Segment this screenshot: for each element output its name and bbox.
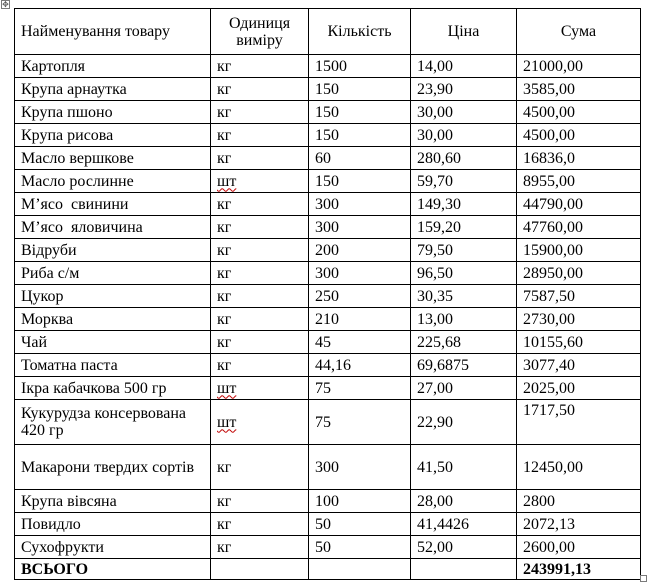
cell-unit: кг xyxy=(211,285,309,308)
table-row xyxy=(15,400,641,445)
cell-name: Картопля xyxy=(15,55,211,78)
cell-qty: 210 xyxy=(309,308,411,331)
total-sum: 243991,13 xyxy=(517,559,641,580)
header-row xyxy=(15,9,641,55)
cell-name: Повидло xyxy=(15,513,211,536)
cell-sum: 4500,00 xyxy=(517,124,641,147)
cell-sum: 47760,00 xyxy=(517,216,641,239)
total-empty-cell xyxy=(309,559,411,580)
cell-sum: 28950,00 xyxy=(517,262,641,285)
cell-unit: кг xyxy=(211,239,309,262)
cell-unit: кг xyxy=(211,490,309,513)
table-row xyxy=(15,101,641,124)
cell-sum: 15900,00 xyxy=(517,239,641,262)
cell-qty: 300 xyxy=(309,193,411,216)
table-row xyxy=(15,262,641,285)
cell-name-text: Ікра кабачкова 500 гр xyxy=(21,379,167,397)
cell-unit: кг xyxy=(211,55,309,78)
cell-qty: 150 xyxy=(309,78,411,101)
cell-qty: 1500 xyxy=(309,55,411,78)
header-name: Найменування товару xyxy=(15,9,211,55)
cell-unit xyxy=(211,400,309,445)
cell-name: Макарони твердих сортів xyxy=(15,445,211,490)
cell-unit: кг xyxy=(211,445,309,490)
cell-price: 13,00 xyxy=(411,308,517,331)
cell-qty: 50 xyxy=(309,513,411,536)
cell-name: Масло вершкове xyxy=(15,147,211,170)
cell-sum: 3585,00 xyxy=(517,78,641,101)
table-row xyxy=(15,308,641,331)
table-row xyxy=(15,124,641,147)
cell-qty: 44,16 xyxy=(309,354,411,377)
cell-name: Томатна паста xyxy=(15,354,211,377)
cell-name: Кукурудза консервована 420 гр xyxy=(15,400,211,445)
cell-name: Крупа рисова xyxy=(15,124,211,147)
cell-price: 14,00 xyxy=(411,55,517,78)
cell-qty: 45 xyxy=(309,331,411,354)
cell-qty: 250 xyxy=(309,285,411,308)
table-row xyxy=(15,78,641,101)
cell-unit: кг xyxy=(211,513,309,536)
table-row xyxy=(15,170,641,193)
cell-name: Риба с/м xyxy=(15,262,211,285)
cell-unit-text: шт xyxy=(217,413,237,431)
cell-unit xyxy=(211,170,309,193)
cell-qty: 150 xyxy=(309,124,411,147)
table-row xyxy=(15,536,641,559)
table-row xyxy=(15,216,641,239)
cell-qty: 75 xyxy=(309,377,411,400)
cell-sum: 44790,00 xyxy=(517,193,641,216)
total-empty-cell xyxy=(411,559,517,580)
cell-unit: кг xyxy=(211,216,309,239)
cell-name: Масло рослинне xyxy=(15,170,211,193)
table-row xyxy=(15,354,641,377)
cell-price: 30,00 xyxy=(411,124,517,147)
cell-qty: 60 xyxy=(309,147,411,170)
cell-price: 280,60 xyxy=(411,147,517,170)
header-unit: Одиниця виміру xyxy=(211,9,309,55)
cell-name: Крупа пшоно xyxy=(15,101,211,124)
table-resize-handle-icon[interactable] xyxy=(640,575,647,582)
cell-price: 69,6875 xyxy=(411,354,517,377)
cell-price: 30,35 xyxy=(411,285,517,308)
cell-unit: кг xyxy=(211,308,309,331)
cell-name: Морква xyxy=(15,308,211,331)
cell-price: 22,90 xyxy=(411,400,517,445)
total-label: ВСЬОГО xyxy=(15,559,211,580)
cell-sum: 8955,00 xyxy=(517,170,641,193)
cell-sum: 2600,00 xyxy=(517,536,641,559)
cell-price: 225,68 xyxy=(411,331,517,354)
cell-sum: 12450,00 xyxy=(517,445,641,490)
cell-name: М’ясо яловичина xyxy=(15,216,211,239)
cell-unit: кг xyxy=(211,78,309,101)
header-sum: Сума xyxy=(517,9,641,55)
table-row xyxy=(15,513,641,536)
table-move-handle-icon[interactable]: ✥ xyxy=(2,0,9,9)
cell-sum: 2800 xyxy=(517,490,641,513)
cell-unit: кг xyxy=(211,262,309,285)
cell-name: Сухофрукти xyxy=(15,536,211,559)
cell-price: 41,50 xyxy=(411,445,517,490)
goods-table xyxy=(14,8,641,580)
cell-sum: 1717,50 xyxy=(517,400,641,445)
cell-sum: 21000,00 xyxy=(517,55,641,78)
cell-unit-text: шт xyxy=(217,172,237,190)
table-row xyxy=(15,445,641,490)
cell-price: 96,50 xyxy=(411,262,517,285)
total-row xyxy=(15,559,641,580)
cell-qty: 300 xyxy=(309,216,411,239)
cell-price: 59,70 xyxy=(411,170,517,193)
table-row xyxy=(15,331,641,354)
cell-unit xyxy=(211,377,309,400)
cell-unit: кг xyxy=(211,354,309,377)
cell-sum: 16836,0 xyxy=(517,147,641,170)
table-row xyxy=(15,490,641,513)
cell-price: 27,00 xyxy=(411,377,517,400)
cell-name: М’ясо свинини xyxy=(15,193,211,216)
header-price: Ціна xyxy=(411,9,517,55)
cell-price: 149,30 xyxy=(411,193,517,216)
cell-qty: 300 xyxy=(309,445,411,490)
cell-sum: 2025,00 xyxy=(517,377,641,400)
table-row xyxy=(15,193,641,216)
table-row xyxy=(15,147,641,170)
cell-name: Крупа вівсяна xyxy=(15,490,211,513)
table-row xyxy=(15,239,641,262)
cell-qty: 150 xyxy=(309,170,411,193)
cell-sum: 2072,13 xyxy=(517,513,641,536)
cell-price: 79,50 xyxy=(411,239,517,262)
cell-qty: 150 xyxy=(309,101,411,124)
cell-name: Відруби xyxy=(15,239,211,262)
header-qty: Кількість xyxy=(309,9,411,55)
cell-sum: 10155,60 xyxy=(517,331,641,354)
cell-price: 52,00 xyxy=(411,536,517,559)
cell-price: 28,00 xyxy=(411,490,517,513)
total-empty-cell xyxy=(211,559,309,580)
cell-name: Цукор xyxy=(15,285,211,308)
cell-unit: кг xyxy=(211,101,309,124)
cell-price: 30,00 xyxy=(411,101,517,124)
cell-unit: кг xyxy=(211,147,309,170)
cell-unit: кг xyxy=(211,331,309,354)
cell-sum: 7587,50 xyxy=(517,285,641,308)
cell-price: 41,4426 xyxy=(411,513,517,536)
cell-qty: 50 xyxy=(309,536,411,559)
cell-qty: 200 xyxy=(309,239,411,262)
cell-sum: 4500,00 xyxy=(517,101,641,124)
cell-name xyxy=(15,377,211,400)
table-row xyxy=(15,55,641,78)
cell-qty: 100 xyxy=(309,490,411,513)
cell-sum: 3077,40 xyxy=(517,354,641,377)
cell-unit: кг xyxy=(211,536,309,559)
cell-name: Чай xyxy=(15,331,211,354)
cell-unit: кг xyxy=(211,193,309,216)
table-row xyxy=(15,377,641,400)
cell-qty: 75 xyxy=(309,400,411,445)
cell-qty: 300 xyxy=(309,262,411,285)
cell-price: 23,90 xyxy=(411,78,517,101)
cell-unit: кг xyxy=(211,124,309,147)
cell-sum: 2730,00 xyxy=(517,308,641,331)
cell-price: 159,20 xyxy=(411,216,517,239)
table-row xyxy=(15,285,641,308)
cell-unit-text: шт xyxy=(217,379,237,397)
cell-name: Крупа арнаутка xyxy=(15,78,211,101)
